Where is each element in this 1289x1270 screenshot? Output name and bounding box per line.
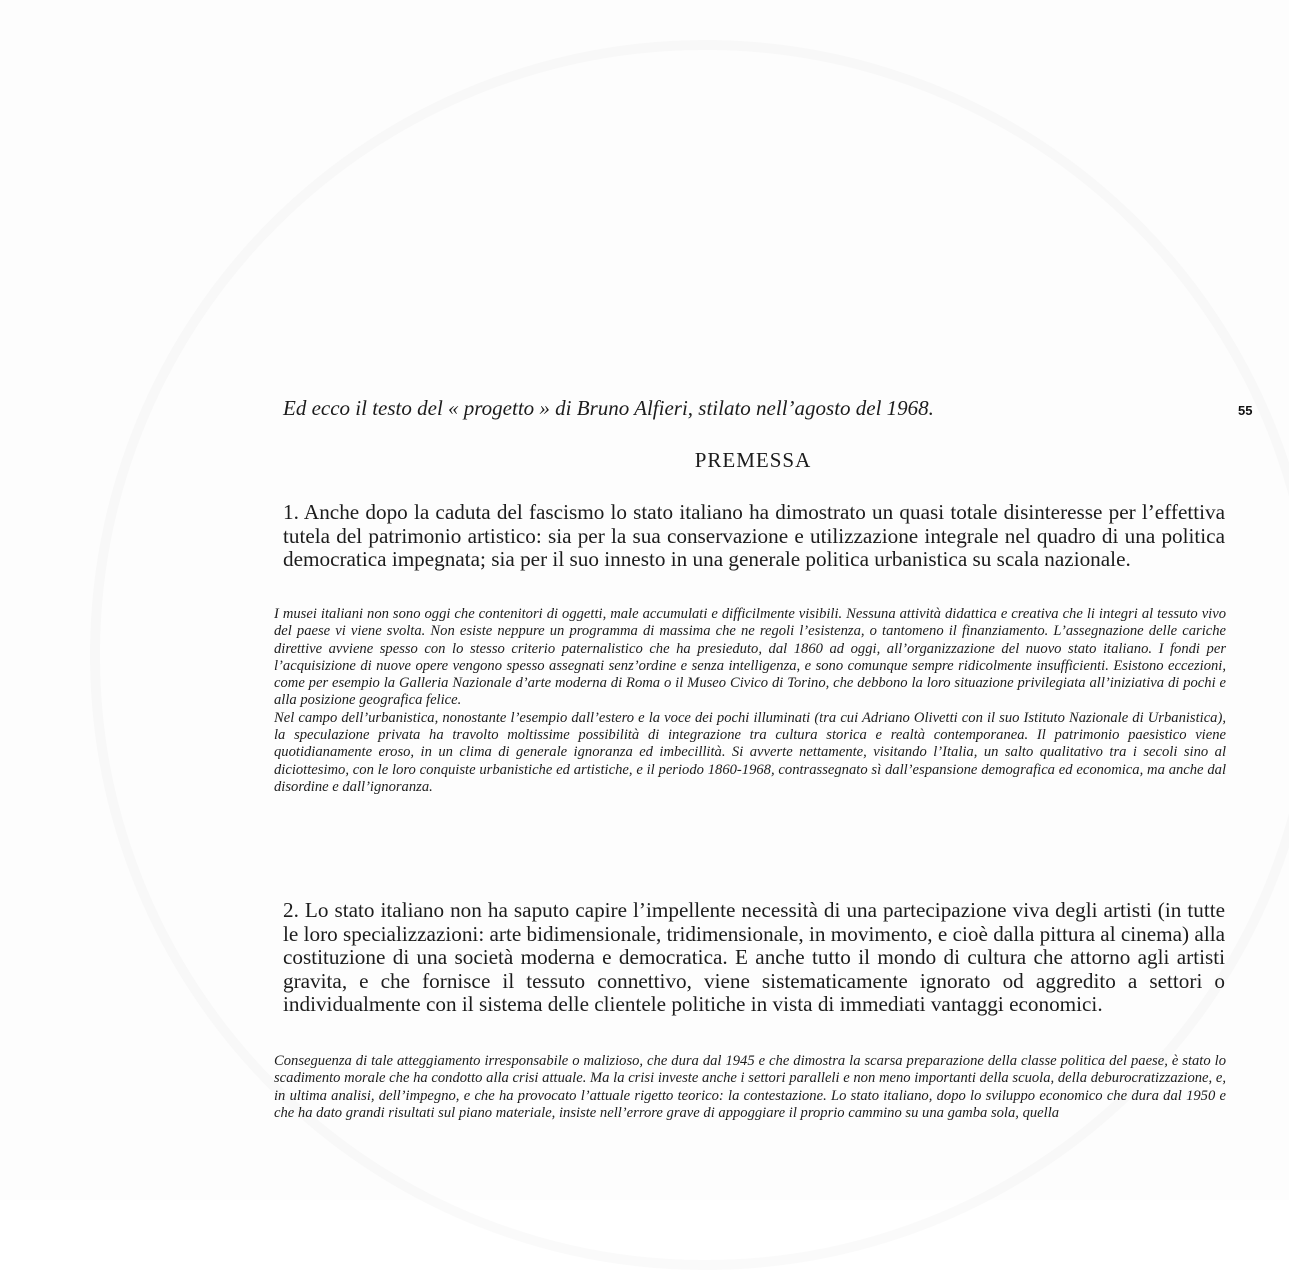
paragraph-2: 2. Lo stato italiano non ha saputo capire l’impellente necessità di una partecipazione viva degli artisti (in tutte le loro specializzazioni: arte bidimensionale, tridimensionale, in movimento, e cioè dalla pittura al cinema) alla costituzione di una società moderna e democratica. E anche tutto il mondo di cultura che attorno agli artisti gravita, e che fornisce il tessuto connettivo, viene sistematicamente ignorato od aggredito a settori o individualmente con il sistema delle clientele politiche in vista di immediati vantaggi economici. xyxy=(283,898,1225,1016)
note-1-paragraph-a: I musei italiani non sono oggi che contenitori di oggetti, male accumulati e difficilmente visibili. Nessuna attività didattica e creativa che li integri al tessuto vivo del paese vi viene svolta. Non esiste neppure un programma di massima che ne regoli l’esistenza, o tantomeno il finanziamento. L’assegnazione delle cariche direttive avviene spesso con lo stesso criterio paternalistico che ha presieduto, dal 1860 ad oggi, all’organizzazione del nuovo stato italiano. I fondi per l’acquisizione di nuove opere vengono spesso assegnati senz’ordine e senza intelligenza, e sono comunque sempre ridicolmente insufficienti. Esistono eccezioni, come per esempio la Galleria Nazionale d’arte moderna di Roma o il Museo Civico di Torino, che debbono la loro situazione privilegiata all’iniziativa di pochi e alla posizione geografica felice. xyxy=(274,606,1226,709)
section-heading: PREMESSA xyxy=(694,448,812,472)
note-1 xyxy=(274,606,1226,796)
note-1-paragraph-b: Nel campo dell’urbanistica, nonostante l’esempio dall’estero e la voce dei pochi illuminati (tra cui Adriano Olivetti con il suo Istituto Nazionale di Urbanistica), la speculazione privata ha travolto moltissime possibilità di integrazione tra cultura storica e realtà contemporanea. Il patrimonio paesistico viene quotidianamente eroso, in un clima di generale ignoranza ed imbecillità. Si avverte nettamente, visitando l’Italia, un salto qualitativo tra i secoli sino al diciottesimo, con le loro conquiste urbanistiche ed artistiche, e il periodo 1860-1968, contrassegnato sì dall’espansione demografica ed economica, ma anche dal disordine e dall’ignoranza. xyxy=(274,709,1226,795)
intro-line: Ed ecco il testo del « progetto » di Bruno Alfieri, stilato nell’agosto del 1968. xyxy=(283,396,934,420)
note-2 xyxy=(274,1053,1226,1163)
note-2-paragraph-a: Conseguenza di tale atteggiamento irresponsabile o malizioso, che dura dal 1945 e che dimostra la scarsa preparazione della classe politica del paese, è stato lo scadimento morale che ha condotto alla crisi attuale. Ma la crisi investe anche i settori paralleli e non meno importanti della scuola, della deburocratizzazione, e, in ultima analisi, dell’impegno, e che ha provocato l’attuale rigetto teorico: la contestazione. Lo stato italiano, dopo lo sviluppo economico che dura dal 1950 e che ha dato grandi risultati sul piano materiale, insiste nell’errore grave di appoggiare il proprio cammino su una gamba sola, quella xyxy=(274,1053,1226,1121)
paragraph-1: 1. Anche dopo la caduta del fascismo lo stato italiano ha dimostrato un quasi totale disinteresse per l’effettiva tutela del patrimonio artistico: sia per la sua conservazione e utilizzazione integrale nel quadro di una politica democratica impegnata; sia per il suo innesto in una generale politica urbanistica su scala nazionale. xyxy=(283,500,1225,571)
page-number: 55 xyxy=(1238,403,1253,418)
